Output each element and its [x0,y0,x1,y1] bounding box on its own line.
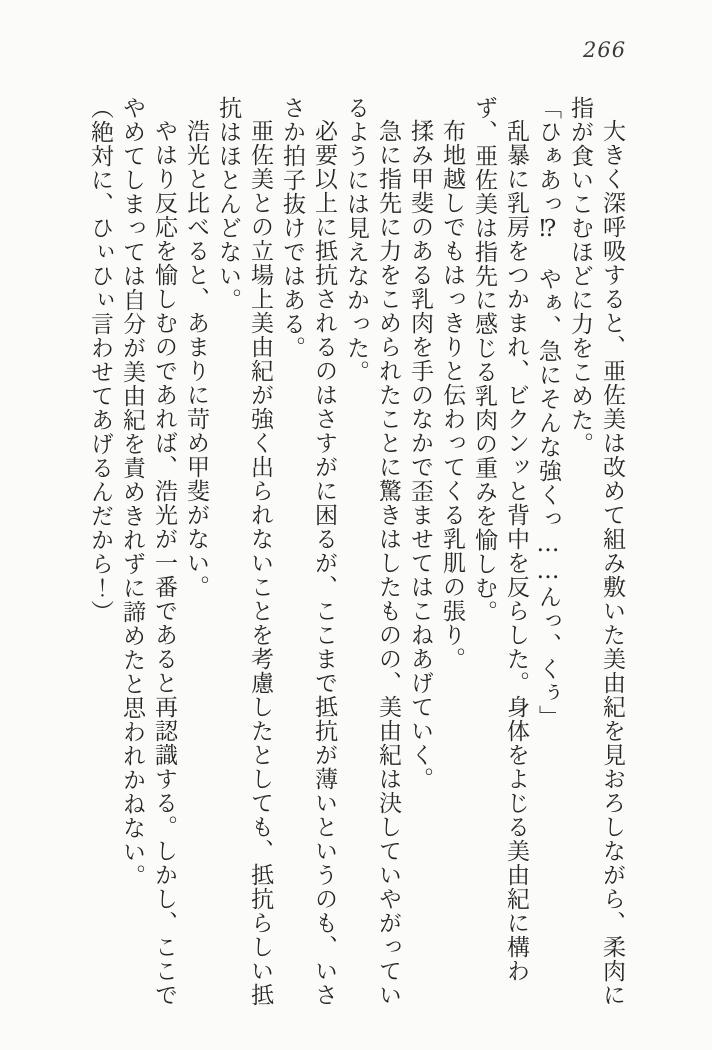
paragraph: 布地越しでもはっきりと伝わってくる乳肌の張り。 [439,119,465,671]
paragraph: 浩光と比べると、あまりに苛め甲斐がない。 [183,119,209,599]
thought-paragraph: （絶対に、ひぃひぃ言わせてあげるんだから！） [87,96,113,624]
body-text [80,96,628,1021]
page-number: 266 [583,38,627,62]
dialogue-paragraph: 「ひぁあっ⁉ やぁ、急にそんな強くっ……んっ、くぅ」 [535,96,561,729]
paragraph: 急に指先に力をこめられたことに驚きはしたものの、美由紀は決していやがっているようには見えなかった。 [343,96,401,1007]
paragraph: 揉み甲斐のある乳肉を手のなかで歪ませてはこねあげていく。 [407,119,433,791]
paragraph: やはり反応を愉しむのであれば、浩光が一番であると再認識する。しかし、ここでやめてしまっては自分が美由紀を責めきれずに諦めたと思われかねない。 [119,96,177,1007]
paragraph: 乱暴に乳房をつかまれ、ビクンッと背中を反らした。身体をよじる美由紀に構わず、亜佐美は指先に感じる乳肉の重みを愉しむ。 [471,96,529,983]
paragraph: 大きく深呼吸すると、亜佐美は改めて組み敷いた美由紀を見おろしながら、柔肉に指が食いこむほどに力をこめた。 [567,96,625,1007]
paragraph: 必要以上に抵抗されるのはさすがに困るが、ここまで抵抗が薄いというのも、いささか拍子抜けではある。 [279,96,337,1007]
paragraph: 亜佐美との立場上美由紀が強く出られないことを考慮したとしても、抵抗らしい抵抗はほとんどない。 [215,96,273,1007]
